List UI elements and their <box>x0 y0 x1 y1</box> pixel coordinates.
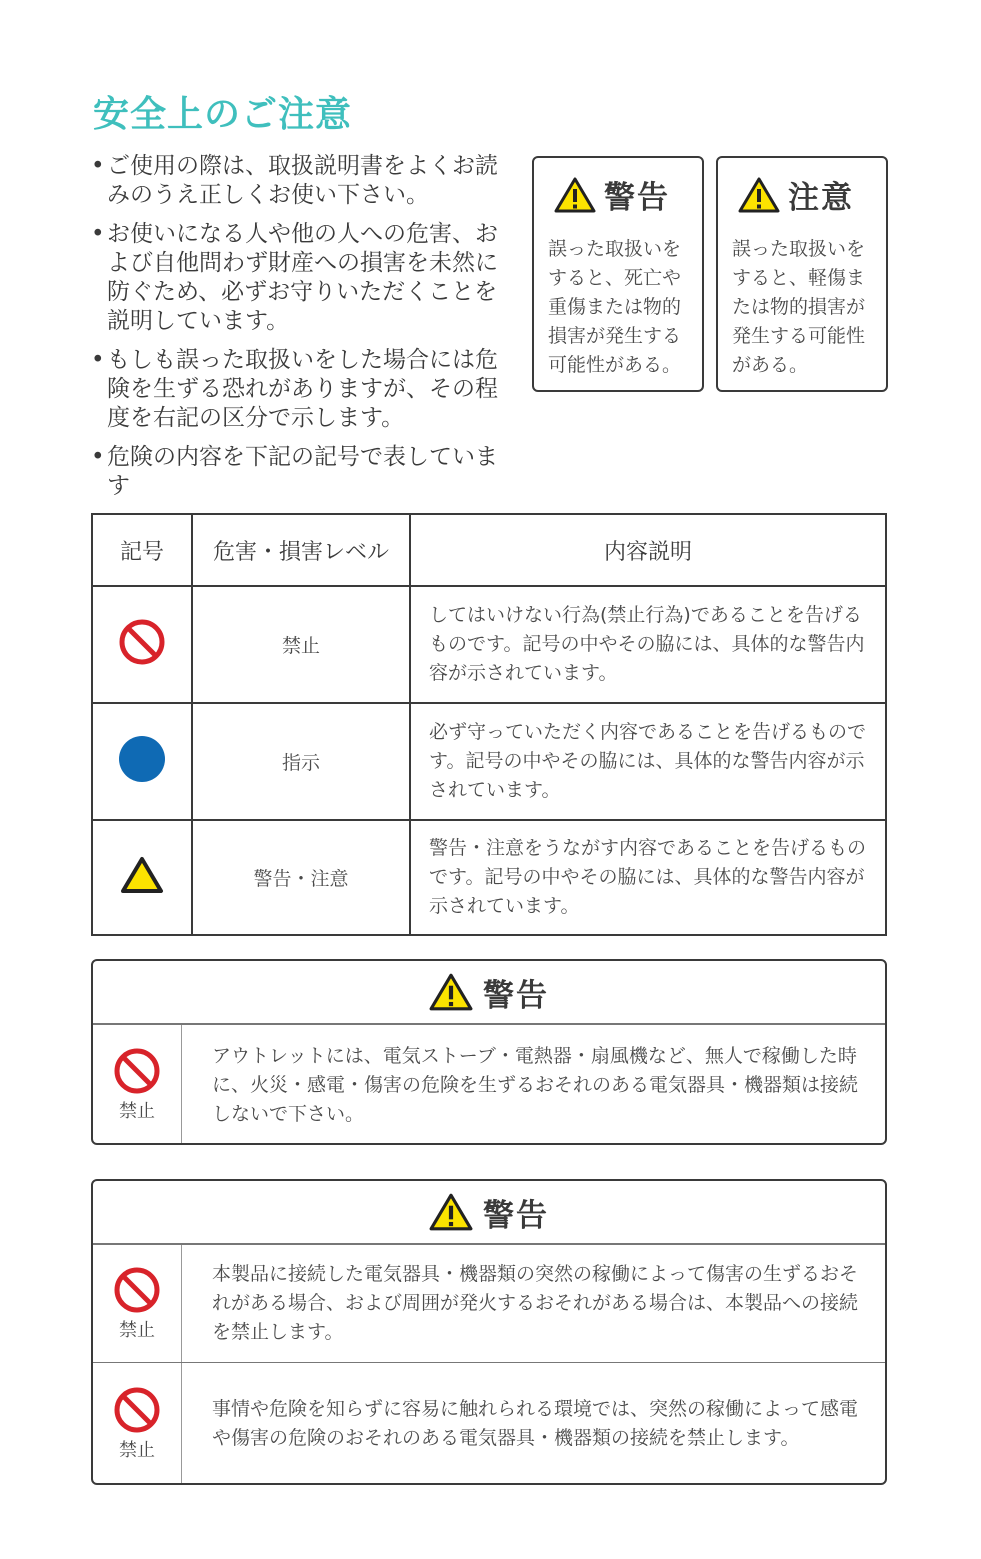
prohibition-icon <box>113 1047 161 1095</box>
warning-box-header <box>93 961 885 1024</box>
prohibition-icon <box>113 1386 161 1434</box>
warning-text: 本製品に接続した電気器具・機器類の突然の稼働によって傷害の生ずるおそれがある場合、および周囲が発火するおそれがある場合は、本製品への接続を禁止します。 <box>212 1263 859 1343</box>
table-header-cell: 危害・損害レベル <box>192 514 410 586</box>
bullet-item: • ご使用の際は、取扱説明書をよくお読みのうえ正しくお使い下さい。 <box>103 152 503 210</box>
table-header-cell: 内容説明 <box>410 514 886 586</box>
warning-box-title: 警告 <box>483 1197 549 1234</box>
caution-triangle-icon <box>429 973 473 1011</box>
warning-text: アウトレットには、電気ストーブ・電熱器・扇風機など、無人で稼働した時に、火災・感電・傷害の危険を生ずるおそれのある電気器具・機器類は接続しないで下さい。 <box>212 1044 859 1125</box>
table-header-cell: 記号 <box>92 514 192 586</box>
legend-warning-box <box>532 156 704 392</box>
legend-warning-word: 警告 <box>604 180 670 216</box>
prohibition-icon <box>118 618 166 666</box>
prohibition-icon <box>113 1266 161 1314</box>
legend-warning-desc: 誤った取扱いをすると、死亡や重傷または物的損害が発生する可能性がある。 <box>548 238 682 376</box>
warning-text: 事情や危険を知らずに容易に触れられる環境では、突然の稼働によって感電や傷害の危険のおそれのある電気器具・機器類の接続を禁止します。 <box>212 1398 859 1449</box>
warning-box-outlet <box>91 959 887 1145</box>
instruction-dot-icon <box>118 735 166 783</box>
bullet-item: • 危険の内容を下記の記号で表しています <box>103 443 503 501</box>
warning-box-title: 警告 <box>483 977 549 1014</box>
description-cell: 警告・注意をうながす内容であることを告げるものです。記号の中やその脇には、具体的な警告内容が示されています。 <box>410 820 886 935</box>
description-cell: してはいけない行為(禁止行為)であることを告げるものです。記号の中やその脇には、具体的な警告内容が示されています。 <box>410 586 886 703</box>
caution-triangle-icon <box>554 177 596 213</box>
caution-triangle-icon <box>120 856 164 894</box>
table-row <box>92 586 886 703</box>
intro-bullet-list <box>103 152 503 511</box>
warning-box-header <box>93 1181 885 1244</box>
table-row <box>92 820 886 935</box>
warning-row <box>93 1362 885 1485</box>
table-row <box>92 703 886 820</box>
warning-box-connection <box>91 1179 887 1485</box>
level-cell: 警告・注意 <box>192 820 410 935</box>
page-title: 安全上のご注意 <box>93 94 353 135</box>
legend-caution-box <box>716 156 888 392</box>
caution-triangle-icon <box>429 1193 473 1231</box>
prohibition-label: 禁止 <box>119 1440 155 1461</box>
table-header-row <box>92 514 886 586</box>
prohibition-label: 禁止 <box>119 1101 155 1122</box>
legend-caution-word: 注意 <box>788 180 854 216</box>
description-cell: 必ず守っていただく内容であることを告げるものです。記号の中やその脇には、具体的な警告内容が示されています。 <box>410 703 886 820</box>
symbol-table <box>91 513 887 936</box>
bullet-item: • お使いになる人や他の人への危害、および自他問わず財産への損害を未然に防ぐため、必ずお守りいただくことを説明しています。 <box>103 220 503 336</box>
bullet-item: • もしも誤った取扱いをした場合には危険を生ずる恐れがありますが、その程度を右記の区分で示します。 <box>103 346 503 433</box>
level-cell: 指示 <box>192 703 410 820</box>
warning-row <box>93 1244 885 1362</box>
level-cell: 禁止 <box>192 586 410 703</box>
warning-row <box>93 1024 885 1145</box>
caution-triangle-icon <box>738 177 780 213</box>
prohibition-label: 禁止 <box>119 1319 155 1341</box>
legend-caution-desc: 誤った取扱いをすると、軽傷または物的損害が発生する可能性がある。 <box>732 238 866 376</box>
